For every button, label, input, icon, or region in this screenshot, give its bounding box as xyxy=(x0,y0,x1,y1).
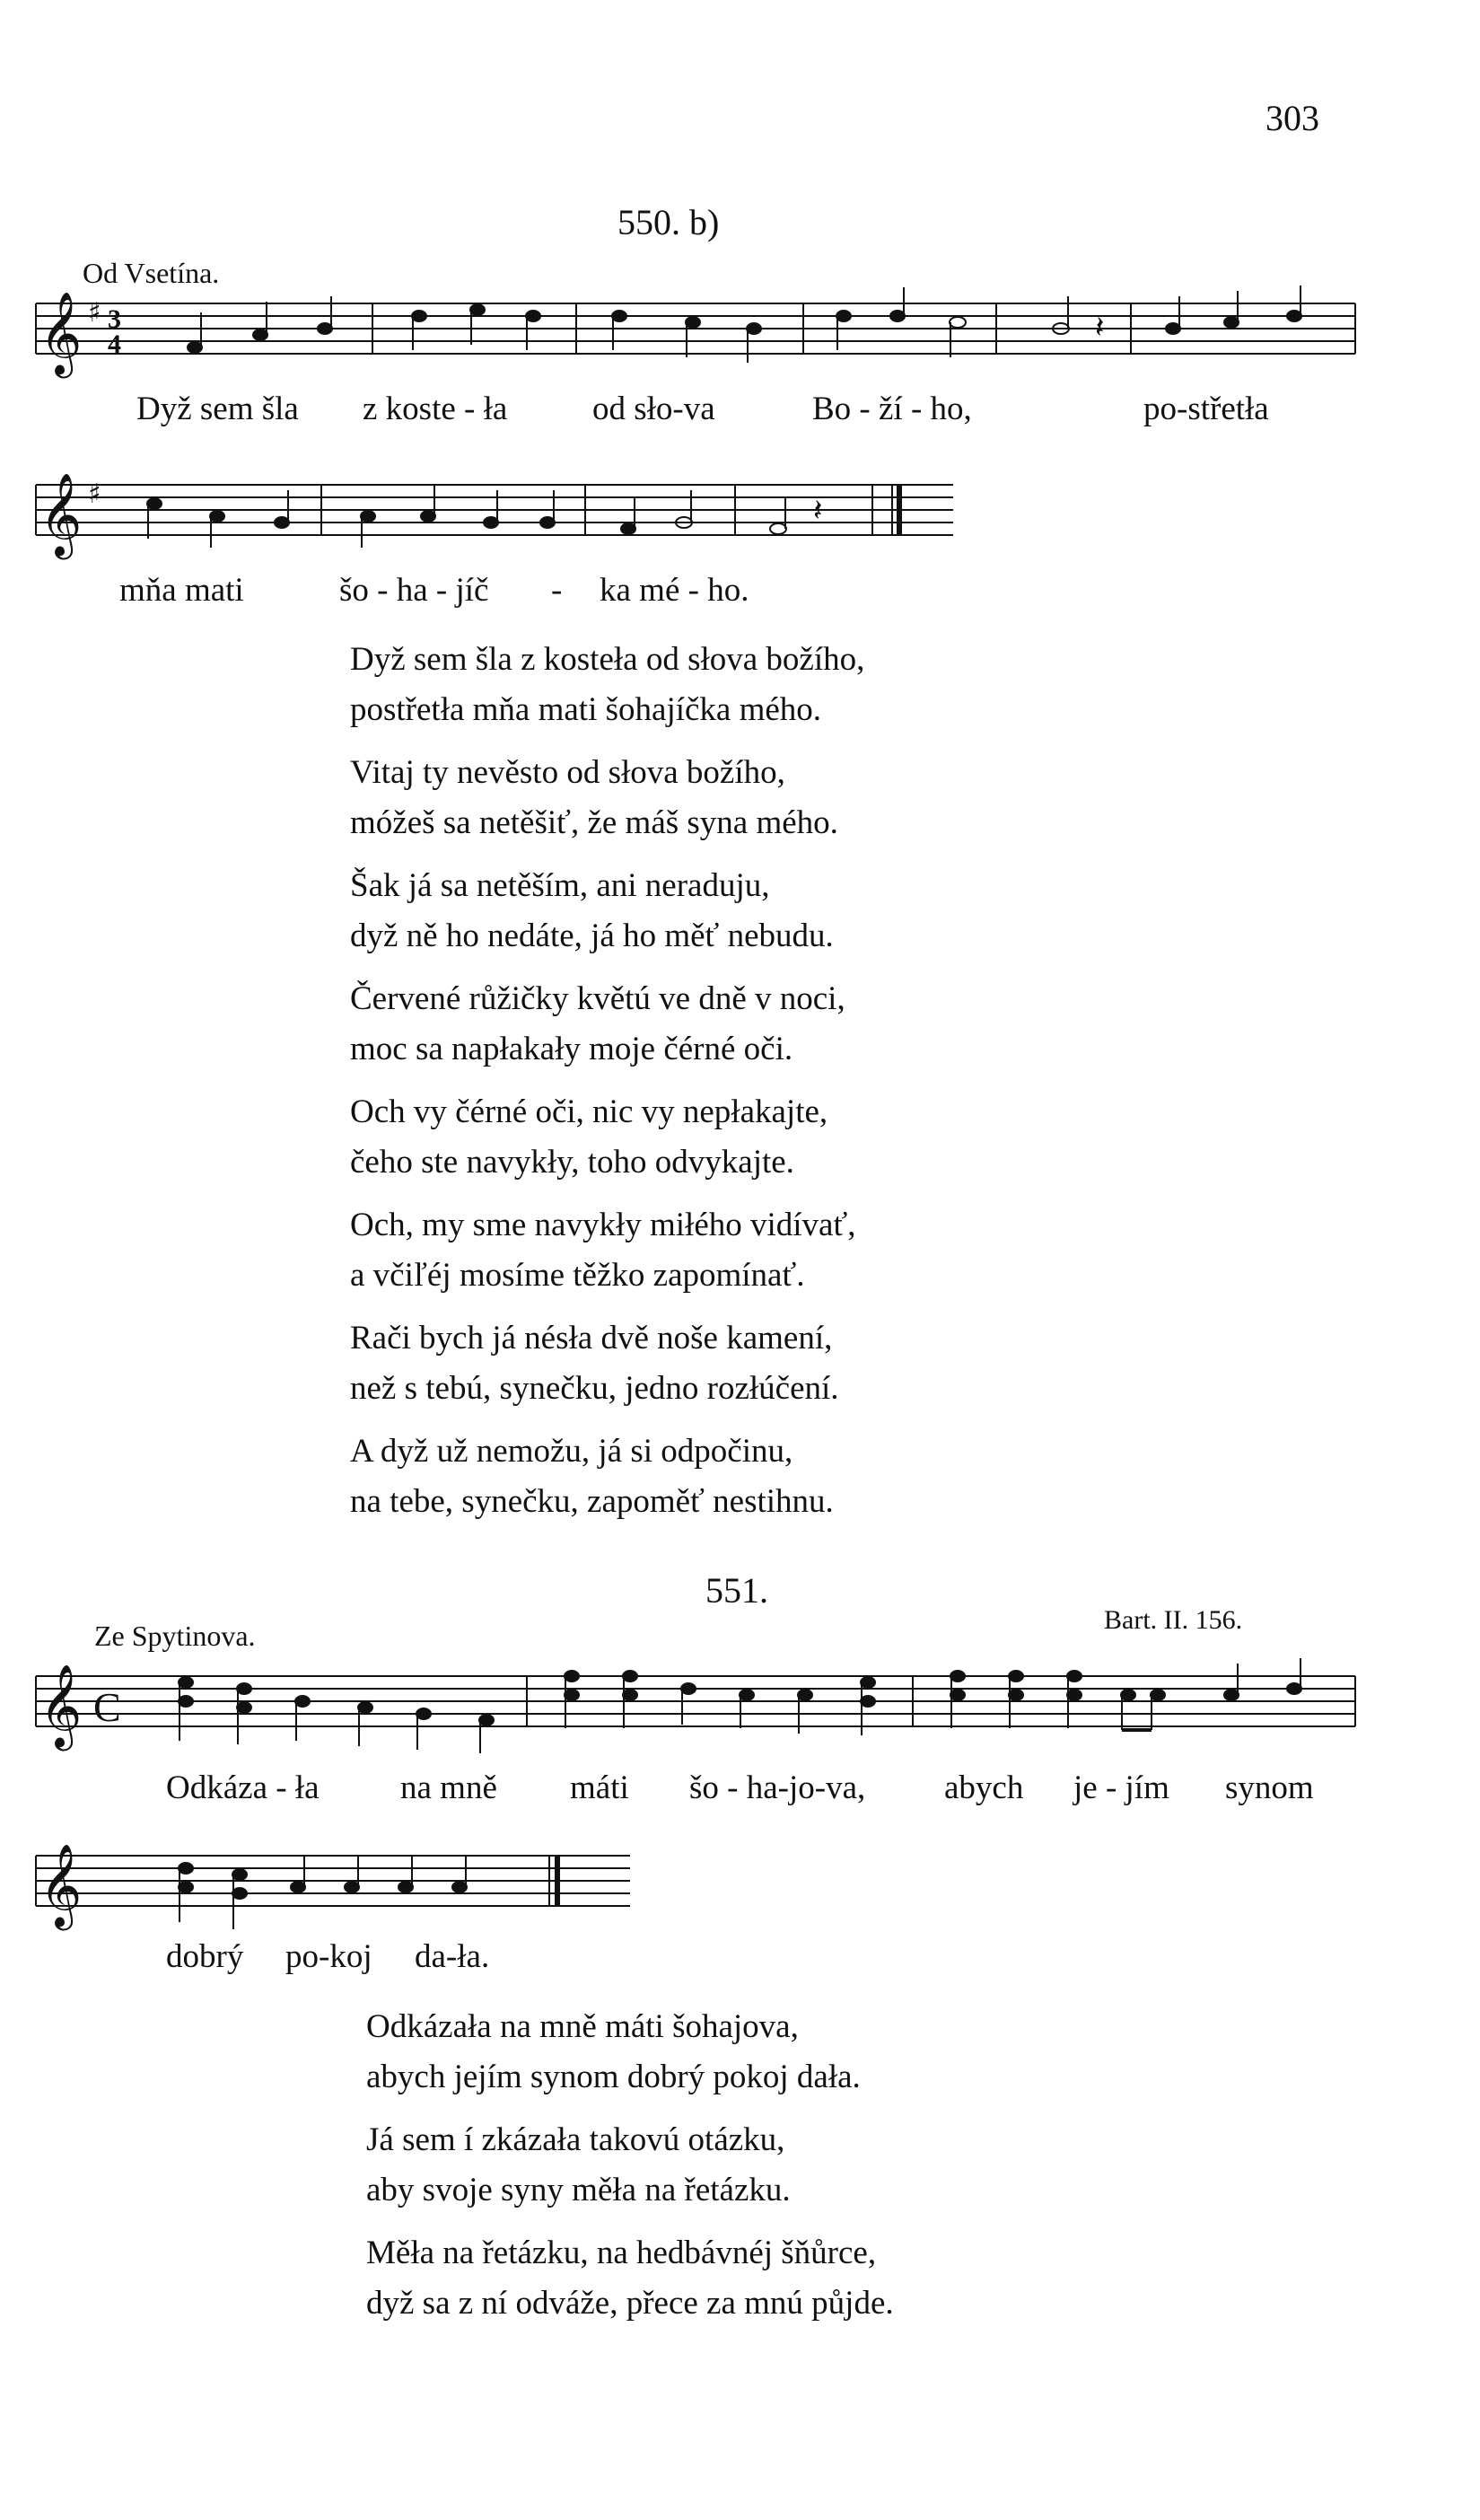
song-origin: Od Vsetína. xyxy=(83,257,220,289)
song-verses xyxy=(366,2002,894,2341)
treble-clef-icon: 𝄞 xyxy=(39,1664,83,1747)
verse-line: moc sa napłakały moje čérné oči. xyxy=(350,1031,793,1067)
verse-line: Och vy čérné oči, nic vy nepłakajte, xyxy=(350,1093,828,1130)
verse-line: Vitaj ty nevěsto od słova božího, xyxy=(350,754,785,791)
stanza xyxy=(350,635,864,735)
stanza xyxy=(366,2002,894,2103)
lyric-syllables: šo - ha-jo-va, xyxy=(689,1769,866,1806)
music-staff xyxy=(29,1836,657,1935)
lyric-syllables: na mně xyxy=(400,1769,497,1806)
song-origin: Ze Spytinova. xyxy=(94,1620,256,1652)
stanza xyxy=(350,748,864,848)
verse-line: čeho ste navykły, toho odvykajte. xyxy=(350,1144,794,1181)
verse-line: Šak já sa netěším, ani neraduju, xyxy=(350,867,770,904)
sharp-icon: ♯ xyxy=(88,297,101,329)
stanza xyxy=(366,2115,894,2216)
lyric-syllables: dobrý xyxy=(166,1938,244,1975)
lyric-syllables: z koste - ła xyxy=(363,391,508,427)
lyric-syllables: da-ła. xyxy=(415,1938,490,1975)
lyric-syllables: synom xyxy=(1225,1769,1314,1806)
song-number: 550. b) xyxy=(617,202,720,242)
page-number: 303 xyxy=(1265,98,1319,138)
stanza xyxy=(350,1427,864,1527)
song-number: 551. xyxy=(705,1570,768,1611)
time-signature-top: 3 xyxy=(108,304,121,334)
verse-line: postřetła mňa mati šohajíčka mého. xyxy=(350,691,822,728)
verse-line: móžeš sa netěšiť, že máš syna mého. xyxy=(350,804,838,841)
music-staff xyxy=(29,285,1366,375)
stanza xyxy=(350,1313,864,1414)
lyric-syllables: abych xyxy=(944,1769,1024,1806)
verse-line: dyž sa z ní odváže, přece za mnú půjde. xyxy=(366,2285,894,2322)
lyric-syllables: mňa mati xyxy=(119,572,244,609)
song-verses xyxy=(350,635,864,1540)
time-signature-bottom: 4 xyxy=(108,329,121,359)
lyric-syllables: po-koj xyxy=(285,1938,372,1975)
music-staff xyxy=(29,1656,1366,1755)
verse-line: Měła na řetázku, na hedbávnéj šňůrce, xyxy=(366,2235,877,2271)
verse-line: Rači bych já nésła dvě noše kamení, xyxy=(350,1320,833,1357)
lyric-syllables: je - jím xyxy=(1073,1769,1169,1806)
lyric-syllables: ka mé - ho. xyxy=(600,572,749,609)
stanza xyxy=(366,2228,894,2329)
verse-line: Červené růžičky květú ve dně v noci, xyxy=(350,980,845,1017)
verse-line: abych jejím synom dobrý pokoj dała. xyxy=(366,2059,861,2095)
verse-line: a včiľéj mosíme těžko zapomínať. xyxy=(350,1257,805,1294)
svg-text:𝄽: 𝄽 xyxy=(1095,310,1105,346)
verse-line: Dyž sem šla z kosteła od słova božího, xyxy=(350,641,865,678)
stanza xyxy=(350,974,864,1075)
treble-clef-icon: 𝄞 xyxy=(39,472,83,556)
lyric-syllables: máti xyxy=(570,1769,629,1806)
common-time-icon: C xyxy=(93,1684,121,1730)
verse-line: Já sem í zkázała takovú otázku, xyxy=(366,2121,785,2158)
lyric-syllables: Bo - ží - ho, xyxy=(812,391,972,427)
lyric-syllables: po-střetła xyxy=(1143,391,1269,427)
svg-text:𝄽: 𝄽 xyxy=(813,493,823,529)
treble-clef-icon: 𝄞 xyxy=(39,291,83,374)
lyric-syllables: - xyxy=(551,572,563,609)
music-staff xyxy=(29,467,962,557)
verse-line: aby svoje syny měła na řetázku. xyxy=(366,2172,791,2208)
verse-line: dyž ně ho nedáte, já ho měť nebudu. xyxy=(350,918,834,954)
stanza xyxy=(350,861,864,961)
source-reference: Bart. II. 156. xyxy=(1104,1605,1243,1635)
treble-clef-icon: 𝄞 xyxy=(39,1843,83,1927)
verse-line: na tebe, synečku, zapoměť nestihnu. xyxy=(350,1483,834,1520)
verse-line: A dyž už nemožu, já si odpočinu, xyxy=(350,1433,793,1470)
lyric-syllables: Dyž sem šla xyxy=(136,391,299,427)
sharp-icon: ♯ xyxy=(88,479,101,510)
stanza xyxy=(350,1087,864,1188)
lyric-syllables: šo - ha - jíč xyxy=(339,572,489,609)
stanza xyxy=(350,1200,864,1301)
verse-line: Odkázała na mně máti šohajova, xyxy=(366,2008,799,2045)
lyric-syllables: od sło-va xyxy=(592,391,715,427)
verse-line: než s tebú, synečku, jedno rozłúčení. xyxy=(350,1370,839,1407)
verse-line: Och, my sme navykły miłého vidívať, xyxy=(350,1207,856,1243)
lyric-syllables: Odkáza - ła xyxy=(166,1769,320,1806)
